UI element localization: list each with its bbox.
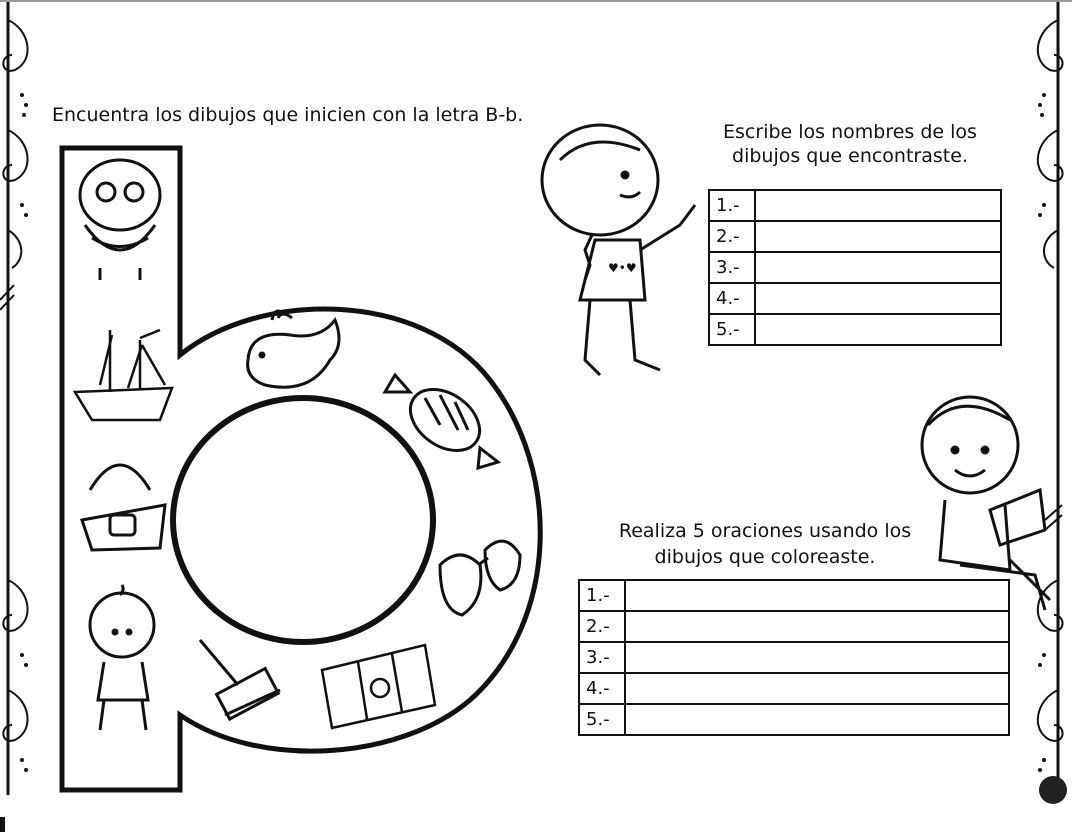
row-number: 4.-	[579, 673, 625, 704]
svg-text:♥•♥: ♥•♥	[608, 261, 637, 275]
row-number: 1.-	[709, 190, 755, 221]
logo-badge	[1039, 776, 1067, 804]
glasses-icon	[440, 541, 520, 615]
owl-icon	[80, 160, 160, 280]
whale-icon	[248, 311, 339, 387]
answer-line[interactable]	[755, 190, 1001, 221]
row-number: 2.-	[579, 611, 625, 642]
letter-b-bowl	[173, 398, 433, 642]
ship-icon	[75, 330, 172, 420]
brush-icon	[200, 640, 280, 719]
candy-icon	[385, 375, 498, 468]
sentence-line[interactable]	[625, 580, 1009, 611]
answer-line[interactable]	[755, 252, 1001, 283]
write-names-line-2: dibujos que encontraste.	[732, 145, 968, 167]
table-row	[579, 611, 1009, 642]
row-number: 5.-	[709, 314, 755, 345]
table-row	[709, 283, 1001, 314]
answer-line[interactable]	[755, 283, 1001, 314]
find-pictures-instruction: Encuentra los dibujos que inicien con la letra B-b.	[52, 104, 524, 126]
table-row	[579, 673, 1009, 704]
row-number: 3.-	[579, 642, 625, 673]
sentence-line[interactable]	[625, 704, 1009, 735]
write-names-instruction	[690, 120, 1010, 168]
sentences-line-2: dibujos que coloreaste.	[654, 546, 876, 568]
table-row	[709, 221, 1001, 252]
table-row	[579, 704, 1009, 735]
row-number: 3.-	[709, 252, 755, 283]
answer-line[interactable]	[755, 221, 1001, 252]
row-number: 4.-	[709, 283, 755, 314]
left-swirl-decoration	[0, 20, 28, 741]
flag-icon	[322, 645, 435, 728]
row-number: 2.-	[709, 221, 755, 252]
girl-pointing-icon	[542, 125, 695, 375]
sentences-instruction	[595, 518, 935, 570]
sentences-answer-table	[578, 579, 1010, 736]
table-row	[709, 252, 1001, 283]
bag-icon	[82, 465, 165, 550]
answer-line[interactable]	[755, 314, 1001, 345]
sentence-line[interactable]	[625, 642, 1009, 673]
write-names-line-1: Escribe los nombres de los	[723, 121, 977, 143]
table-row	[709, 190, 1001, 221]
names-answer-table	[708, 189, 1002, 346]
row-number: 5.-	[579, 704, 625, 735]
baby-icon	[90, 585, 154, 730]
sentences-line-1: Realiza 5 oraciones usando los	[618, 520, 912, 542]
row-number: 1.-	[579, 580, 625, 611]
sentence-line[interactable]	[625, 673, 1009, 704]
sentence-line[interactable]	[625, 611, 1009, 642]
table-row	[709, 314, 1001, 345]
table-row	[579, 580, 1009, 611]
table-row	[579, 642, 1009, 673]
